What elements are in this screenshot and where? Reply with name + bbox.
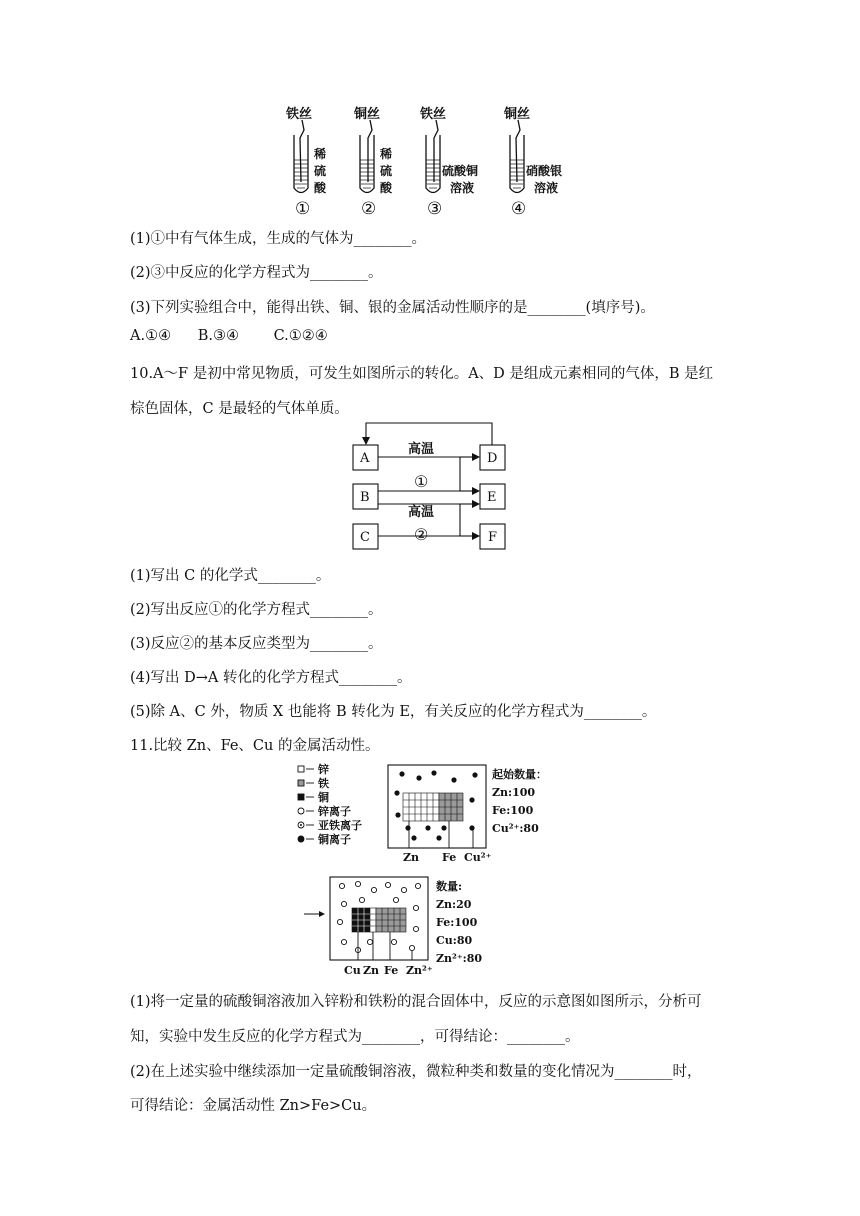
test-tubes-figure (280, 100, 590, 220)
cu-ion (416, 775, 421, 780)
label-fe-after: Fe (384, 964, 399, 977)
reaction-1-number: ① (414, 472, 429, 491)
after-count-cu: Cu:80 (436, 934, 473, 947)
tube-1-number: ① (295, 199, 311, 219)
zn-ion (337, 919, 342, 924)
reaction-2-number: ② (414, 525, 429, 544)
cu-ion (469, 825, 474, 830)
metal-reaction-figure-before (292, 760, 552, 870)
legend-cu-ion: 铜离子 (318, 833, 351, 846)
box-d-label: D (487, 451, 498, 466)
q11-part2-line1: (2)在上述实验中继续添加一定量硫酸铜溶液，微粒种类和数量的变化情况为________时， (130, 1064, 702, 1080)
after-title: 数量: (436, 880, 463, 893)
zn-ion (391, 939, 396, 944)
zn-ion (409, 945, 414, 950)
q10-part5: (5)除 A、C 外，物质 X 也能将 B 转化为 E，有关反应的化学方程式为________。 (130, 704, 657, 720)
tube-1-solution: 硫 (314, 164, 327, 178)
tube-1-solution: 稀 (314, 147, 327, 161)
box-c-label: C (360, 530, 370, 545)
legend-fe-ion: 亚铁离子 (318, 819, 362, 832)
zn-ion (339, 883, 344, 888)
zn-ion (385, 882, 390, 887)
label-zn-after: Zn (363, 964, 380, 977)
q11-part1-line2: 知，实验中发生反应的化学方程式为________，可得结论：________。 (130, 1029, 580, 1045)
before-count-fe: Fe:100 (492, 804, 534, 817)
box-f-label: F (488, 530, 498, 545)
label-cu: Cu (344, 964, 361, 977)
before-count-zn: Zn:100 (492, 786, 536, 799)
label-zn: Zn (403, 851, 420, 864)
zn-ion (415, 883, 420, 888)
after-count-zn: Zn:20 (436, 898, 472, 911)
q9-part3: (3)下列实验组合中，能得出铁、铜、银的金属活动性顺序的是________(填序号)。 (130, 300, 655, 316)
legend-zn-ion: 锌离子 (318, 805, 351, 818)
after-count-fe: Fe:100 (436, 916, 478, 929)
box-a-label: A (360, 451, 370, 466)
zn-ion (341, 939, 346, 944)
q11-part2-line2: 可得结论：金属活动性 Zn>Fe>Cu。 (130, 1098, 377, 1114)
zn-ion (393, 897, 398, 902)
label-zn-ion: Zn²⁺ (406, 964, 433, 977)
after-count-zn-ion: Zn²⁺:80 (436, 952, 483, 965)
tube-4-wire-label: 铜丝 (504, 107, 531, 122)
arrow-icon (319, 911, 325, 917)
zn-ion (413, 926, 418, 931)
q10-part4: (4)写出 D→A 转化的化学方程式________。 (130, 670, 412, 686)
zn-ion (355, 881, 360, 886)
legend-zn-ion-icon (298, 808, 304, 814)
before-title: 起始数量： (492, 768, 547, 781)
q10-stem-line1: 10.A～F 是初中常见物质，可发生如图所示的转化。A、D 是组成元素相同的气体，B 是红 (130, 366, 714, 382)
tube-3-wire-label: 铁丝 (420, 107, 447, 122)
q10-stem-line2: 棕色固体，C 是最轻的气体单质。 (130, 401, 349, 417)
zn-ion (371, 887, 376, 892)
label-fe: Fe (442, 851, 457, 864)
zn-ion (401, 887, 406, 892)
cu-ion (394, 790, 399, 795)
q9-part1: (1)①中有气体生成，生成的气体为________。 (130, 231, 427, 247)
tube-1-solution: 酸 (314, 181, 327, 195)
zn-ion (367, 939, 372, 944)
cu-ion (472, 772, 477, 777)
box-e-label: E (487, 490, 497, 505)
tube-4-solution: 溶液 (534, 181, 559, 195)
zn-ion (359, 897, 364, 902)
tube-2-wire-label: 铜丝 (354, 107, 381, 122)
box-b-label: B (360, 490, 370, 505)
q11-part1-line1: (1)将一定量的硫酸铜溶液加入锌粉和铁粉的混合固体中，反应的示意图如图所示，分析可 (130, 994, 702, 1010)
q10-part3: (3)反应②的基本反应类型为________。 (130, 636, 383, 652)
tube-2-solution: 硫 (380, 164, 393, 178)
legend-cu: 铜 (318, 791, 329, 804)
legend-fe-icon (298, 780, 304, 786)
legend-zn-icon (298, 766, 304, 772)
tube-2-solution: 稀 (380, 147, 393, 161)
q10-part1: (1)写出 C 的化学式________。 (130, 568, 331, 584)
zn-ion (341, 901, 346, 906)
tube-2-number: ② (361, 199, 377, 219)
q11-stem: 11.比较 Zn、Fe、Cu 的金属活动性。 (130, 738, 380, 754)
cu-ion (425, 825, 430, 830)
cu-ion (469, 797, 474, 802)
option-c: C.①②④ (273, 328, 328, 344)
tube-2-solution: 酸 (380, 181, 393, 195)
metal-reaction-figure-after (300, 874, 500, 980)
option-a: A.①④ (130, 328, 172, 344)
legend-fe: 铁 (318, 777, 329, 790)
cu-ion (436, 835, 441, 840)
condition-1: 高温 (408, 442, 435, 457)
option-b: B.③④ (197, 328, 239, 344)
cu-ion (411, 835, 416, 840)
zn-ion (413, 905, 418, 910)
tube-3-solution: 硫酸铜 (442, 164, 479, 178)
tube-3-number: ③ (427, 199, 443, 219)
cu-ion (431, 770, 436, 775)
legend-zn: 锌 (318, 763, 329, 776)
q10-part2: (2)写出反应①的化学方程式________。 (130, 602, 383, 618)
legend-cu-ion-icon (298, 836, 304, 842)
reaction-diagram (350, 418, 515, 554)
before-count-cu-ion: Cu²⁺:80 (492, 822, 539, 835)
cu-ion (451, 777, 456, 782)
tube-1-wire-label: 铁丝 (286, 107, 313, 122)
tube-4-solution: 硝酸银 (526, 164, 563, 178)
q9-part2: (2)③中反应的化学方程式为________。 (130, 265, 383, 281)
cu-ion (405, 825, 410, 830)
q9-options (130, 328, 328, 344)
label-cu-ion: Cu²⁺ (464, 851, 492, 864)
cu-ion (399, 771, 404, 776)
tube-3-solution: 溶液 (450, 181, 475, 195)
cu-ion (441, 825, 446, 830)
cu-ion (395, 812, 400, 817)
legend-cu-icon (298, 794, 304, 800)
tube-4-number: ④ (511, 199, 527, 219)
condition-2: 高温 (408, 505, 435, 520)
